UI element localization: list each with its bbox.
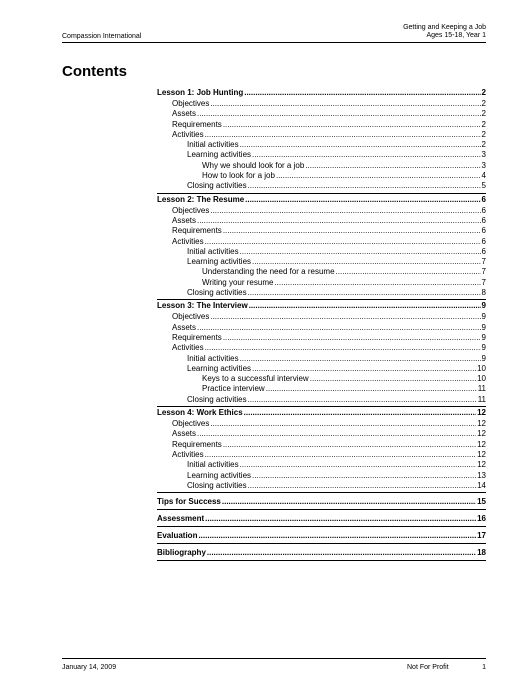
toc-entry-title: Tips for Success: [157, 497, 221, 507]
toc-dot-leader: [223, 333, 481, 343]
toc-dot-leader: [248, 481, 477, 491]
toc-dot-leader: [276, 171, 481, 181]
toc-entry-title: Learning activities: [187, 257, 252, 267]
toc-entry-title: Closing activities: [187, 288, 247, 298]
toc-entry-title: Requirements: [172, 119, 222, 129]
toc-entry-page: 6: [481, 236, 486, 246]
toc-section: [157, 194, 486, 301]
toc-entry-title: Activities: [172, 449, 204, 459]
toc-dot-leader: [274, 278, 480, 288]
toc-entry[interactable]: [157, 312, 486, 322]
toc-dot-leader: [240, 354, 481, 364]
toc-entry-title: Requirements: [172, 226, 222, 236]
toc-entry[interactable]: [157, 407, 486, 419]
toc-entry[interactable]: [157, 161, 486, 171]
toc-entry-title: Assets: [172, 215, 197, 225]
toc-entry[interactable]: [157, 87, 486, 99]
toc-dot-leader: [248, 395, 477, 405]
toc-entry-title: Objectives: [172, 205, 210, 215]
toc-section: [157, 496, 486, 510]
toc-entry[interactable]: [157, 471, 486, 481]
toc-dot-leader: [240, 140, 481, 150]
toc-entry-title: Initial activities: [187, 353, 239, 363]
toc-dot-leader: [205, 450, 477, 460]
toc-entry-page: 9: [481, 343, 486, 353]
toc-entry-page: 9: [481, 312, 486, 322]
toc-entry-page: 6: [481, 194, 486, 204]
toc-entry-title: Understanding the need for a resume: [202, 267, 335, 277]
toc-entry[interactable]: [157, 374, 486, 384]
toc-dot-leader: [252, 364, 476, 374]
toc-entry-page: 2: [481, 129, 486, 139]
toc-entry[interactable]: [157, 323, 486, 333]
toc-entry-page: 6: [481, 246, 486, 256]
toc-entry-page: 12: [477, 419, 486, 429]
header-document-info: [403, 24, 486, 40]
toc-dot-leader: [210, 312, 480, 322]
toc-entry-page: 12: [477, 408, 486, 418]
toc-entry-page: 2: [481, 99, 486, 108]
toc-entry-page: 12: [477, 429, 486, 439]
toc-entry-title: Learning activities: [187, 150, 252, 160]
toc-entry-page: 2: [481, 88, 486, 97]
toc-entry-page: 10: [477, 374, 486, 384]
toc-entry-page: 9: [481, 322, 486, 332]
toc-entry-page: 12: [477, 460, 486, 470]
toc-dot-leader: [205, 237, 481, 247]
toc-section: [157, 300, 486, 407]
toc-entry-title: Assets: [172, 429, 197, 439]
header-age-range: Ages 15-18, Year 1: [426, 32, 486, 39]
toc-entry[interactable]: [157, 99, 486, 109]
toc-entry-page: 12: [477, 449, 486, 459]
toc-entry-page: 9: [481, 301, 486, 311]
toc-dot-leader: [210, 419, 476, 429]
toc-entry-title: Objectives: [172, 419, 210, 429]
toc-entry[interactable]: [157, 181, 486, 191]
toc-entry-title: Closing activities: [187, 181, 247, 191]
toc-entry[interactable]: [157, 513, 486, 525]
toc-dot-leader: [252, 471, 476, 481]
toc-entry[interactable]: [157, 194, 486, 206]
toc-entry-page: 4: [481, 171, 486, 181]
toc-section: [157, 547, 486, 561]
toc-dot-leader: [266, 384, 477, 394]
toc-dot-leader: [223, 440, 476, 450]
toc-entry-title: How to look for a job: [202, 171, 275, 181]
toc-entry-page: 5: [481, 181, 486, 191]
toc-entry[interactable]: [157, 257, 486, 267]
toc-entry[interactable]: [157, 395, 486, 405]
toc-dot-leader: [244, 407, 476, 419]
toc-entry-page: 11: [477, 384, 486, 394]
toc-dot-leader: [249, 300, 481, 312]
toc-entry[interactable]: [157, 130, 486, 140]
toc-entry-page: 17: [477, 531, 486, 541]
toc-section: [157, 87, 486, 194]
toc-entry[interactable]: [157, 150, 486, 160]
toc-dot-leader: [207, 547, 476, 559]
toc-entry-title: Assets: [172, 109, 197, 119]
toc-dot-leader: [336, 267, 481, 277]
toc-entry-page: 2: [481, 109, 486, 119]
toc-entry-title: Requirements: [172, 439, 222, 449]
toc-entry-page: 14: [477, 480, 486, 490]
header-document-title: Getting and Keeping a Job: [403, 24, 486, 31]
toc-dot-leader: [244, 87, 480, 99]
toc-dot-leader: [197, 109, 481, 119]
toc-dot-leader: [240, 460, 477, 470]
footer-notice: Not For Profit: [407, 664, 449, 671]
toc-entry-page: 11: [477, 394, 486, 404]
toc-entry-page: 6: [481, 226, 486, 236]
toc-dot-leader: [245, 194, 480, 206]
toc-entry[interactable]: [157, 206, 486, 216]
toc-entry[interactable]: [157, 364, 486, 374]
toc-entry-title: Initial activities: [187, 460, 239, 470]
toc-entry[interactable]: [157, 460, 486, 470]
toc-entry-title: Learning activities: [187, 363, 252, 373]
toc-entry[interactable]: [157, 547, 486, 559]
toc-entry[interactable]: [157, 450, 486, 460]
toc-entry[interactable]: [157, 481, 486, 491]
toc-entry-title: Lesson 3: The Interview: [157, 301, 248, 311]
toc-entry-page: 2: [481, 119, 486, 129]
toc-dot-leader: [305, 161, 480, 171]
footer-date: January 14, 2009: [62, 664, 117, 671]
toc-dot-leader: [252, 150, 481, 160]
toc-dot-leader: [197, 429, 476, 439]
toc-entry-title: Assessment: [157, 514, 205, 524]
toc-entry-title: Evaluation: [157, 531, 198, 541]
toc-entry-page: 13: [477, 470, 486, 480]
toc-entry-title: Requirements: [172, 332, 222, 342]
toc-entry-title: Bibliography: [157, 548, 206, 558]
toc-dot-leader: [205, 513, 476, 525]
toc-entry-page: 7: [481, 267, 486, 277]
toc-dot-leader: [198, 530, 476, 542]
table-of-contents: [157, 87, 486, 561]
toc-dot-leader: [240, 247, 481, 257]
page-footer: [62, 658, 486, 673]
toc-dot-leader: [210, 99, 480, 109]
toc-entry-page: 9: [481, 353, 486, 363]
toc-entry[interactable]: [157, 171, 486, 181]
toc-entry[interactable]: [157, 140, 486, 150]
toc-entry[interactable]: [157, 343, 486, 353]
toc-entry-title: Activities: [172, 129, 204, 139]
toc-entry-title: Why we should look for a job: [202, 160, 305, 170]
toc-entry-title: Writing your resume: [202, 277, 274, 287]
toc-entry[interactable]: [157, 237, 486, 247]
footer-page-number: 1: [482, 664, 486, 671]
page-header: [62, 24, 486, 43]
toc-entry[interactable]: [157, 226, 486, 236]
toc-dot-leader: [222, 496, 476, 508]
toc-entry-title: Keys to a successful interview: [202, 374, 309, 384]
toc-entry[interactable]: [157, 419, 486, 429]
toc-section: [157, 530, 486, 544]
toc-entry-page: 2: [481, 140, 486, 150]
toc-entry[interactable]: [157, 384, 486, 394]
toc-dot-leader: [223, 226, 481, 236]
toc-entry-page: 3: [481, 150, 486, 160]
toc-dot-leader: [205, 130, 481, 140]
toc-section: [157, 513, 486, 527]
toc-entry-page: 9: [481, 332, 486, 342]
toc-entry-page: 12: [477, 439, 486, 449]
toc-entry-page: 8: [481, 288, 486, 298]
toc-entry[interactable]: [157, 216, 486, 226]
toc-entry-title: Learning activities: [187, 470, 252, 480]
toc-entry-page: 15: [477, 497, 486, 507]
toc-entry-page: 7: [481, 257, 486, 267]
toc-entry-title: Initial activities: [187, 246, 239, 256]
toc-entry[interactable]: [157, 440, 486, 450]
toc-entry[interactable]: [157, 120, 486, 130]
toc-entry-page: 16: [477, 514, 486, 524]
toc-entry-title: Activities: [172, 236, 204, 246]
toc-entry-page: 6: [481, 215, 486, 225]
toc-entry-page: 3: [481, 160, 486, 170]
toc-entry-title: Initial activities: [187, 140, 239, 150]
toc-entry-title: Closing activities: [187, 394, 247, 404]
page-title: Contents: [62, 63, 127, 80]
toc-dot-leader: [248, 181, 481, 191]
toc-entry-title: Activities: [172, 343, 204, 353]
toc-dot-leader: [223, 120, 481, 130]
toc-dot-leader: [210, 206, 480, 216]
toc-entry-title: Closing activities: [187, 480, 247, 490]
toc-entry[interactable]: [157, 530, 486, 542]
toc-entry[interactable]: [157, 267, 486, 277]
toc-entry[interactable]: [157, 333, 486, 343]
toc-dot-leader: [310, 374, 476, 384]
toc-entry-title: Practice interview: [202, 384, 265, 394]
toc-entry-title: Objectives: [172, 99, 210, 108]
toc-entry-page: 18: [477, 548, 486, 558]
toc-entry-title: Objectives: [172, 312, 210, 322]
toc-entry-page: 7: [481, 277, 486, 287]
toc-entry[interactable]: [157, 109, 486, 119]
toc-entry-page: 10: [477, 363, 486, 373]
toc-dot-leader: [197, 216, 481, 226]
toc-section: [157, 407, 486, 493]
toc-entry[interactable]: [157, 300, 486, 312]
toc-entry-page: 6: [481, 205, 486, 215]
toc-entry[interactable]: [157, 429, 486, 439]
toc-entry[interactable]: [157, 288, 486, 298]
toc-entry-title: Lesson 2: The Resume: [157, 194, 245, 204]
toc-entry-title: Lesson 1: Job Hunting: [157, 88, 244, 97]
toc-entry-title: Assets: [172, 322, 197, 332]
toc-entry-title: Lesson 4: Work Ethics: [157, 408, 243, 418]
toc-dot-leader: [248, 288, 481, 298]
toc-dot-leader: [197, 323, 481, 333]
toc-entry[interactable]: [157, 496, 486, 508]
toc-entry[interactable]: [157, 354, 486, 364]
header-organization: Compassion International: [62, 33, 142, 40]
toc-dot-leader: [252, 257, 481, 267]
toc-dot-leader: [205, 343, 481, 353]
toc-entry[interactable]: [157, 278, 486, 288]
toc-entry[interactable]: [157, 247, 486, 257]
